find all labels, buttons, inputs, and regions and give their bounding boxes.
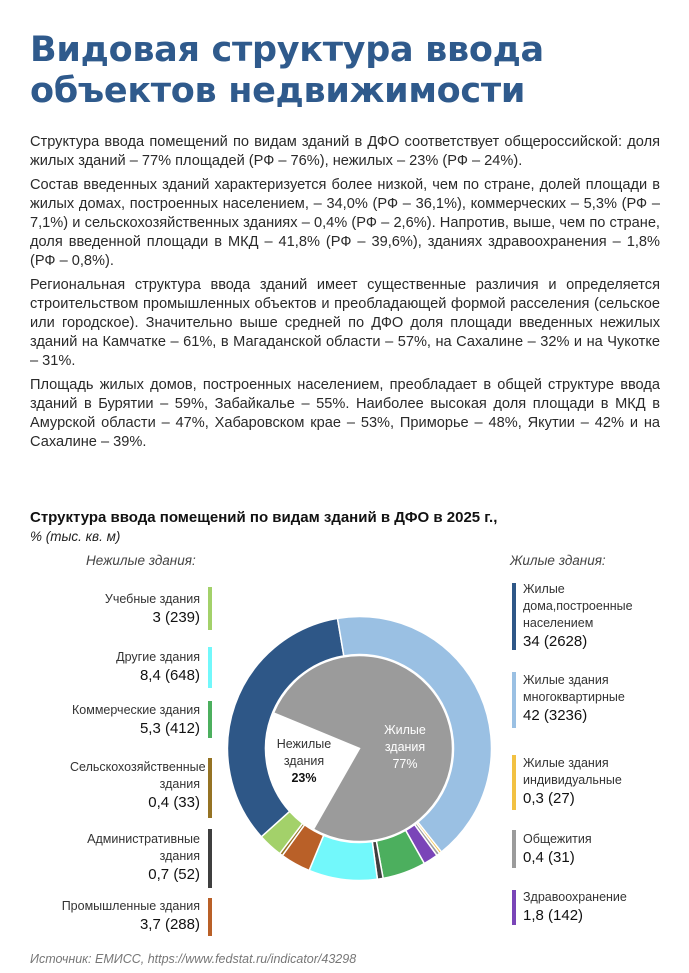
legend-swatch (512, 755, 516, 810)
legend-swatch (208, 647, 212, 688)
legend-item-commercial: Коммерческие здания 5,3 (412) (72, 703, 200, 737)
paragraph: Структура ввода помещений по видам зданий в ДФО соответствует общероссийской: доля жилых зданий – 77% площадей (РФ – 76%), нежилых – 23% (РФ – 24%). (30, 134, 660, 169)
legend-swatch (512, 830, 516, 868)
source-note: Источник: ЕМИСС, https://www.fedstat.ru/indicator/43298 (30, 952, 357, 966)
chart-title: Структура ввода помещений по видам зданий в ДФО в 2025 г., (30, 509, 498, 526)
legend-swatch (512, 890, 516, 925)
legend-item-industrial: Промышленные здания 3,7 (288) (61, 899, 200, 933)
title-line-1: Видовая структура ввода (30, 30, 544, 70)
paragraph: Региональная структура ввода зданий имеет существенные различия и определяется строительством промышленных объектов и преобладающей формой расселения (сельское или городское). Значительно выше средней по ДФО доля площади введенных нежилых зданий на Камчатке – 61%, в Магаданской области – 57%, на Сахалине – 32% и на Чукотке – 31%. (30, 277, 660, 369)
legend-swatch (208, 587, 212, 630)
title-line-2: объектов недвижимости (30, 71, 526, 111)
legend-item-dormitories: Общежития 0,4 (31) (523, 832, 592, 866)
legend-swatch (208, 898, 212, 936)
legend-swatch (208, 701, 212, 738)
legend-item-self-built-houses: Жилые дома,построенные населением 34 (2628) (523, 582, 633, 650)
paragraph: Площадь жилых домов, построенных населением, преобладает в общей структуре ввода зданий в Бурятии – 59%, Забайкалье – 55%. Наиболее высокая доля площади в МКД в Амурской области – 47%, Хабаровском крае – 53%, Приморье – 48%, Якутии – 42% и на Сахалине – 39%. (30, 377, 660, 450)
legend-item-healthcare: Здравоохранение 1,8 (142) (523, 890, 627, 924)
paragraph: Состав введенных зданий характеризуется более низкой, чем по стране, долей площади в жилых домах, построенных населением, – 34,0% (РФ – 36,1%), коммерческих – 5,3% (РФ – 7,1%) и сельскохозяйственных зданиях – 0,4% (РФ – 2,6%). Напротив, выше, чем по стране, доля введенной площади в МКД – 41,8% (РФ – 39,6%), зданиях здравоохранения – 1,8% (РФ – 0,8%). (30, 177, 660, 269)
legend-swatch (208, 829, 212, 888)
legend-swatch (208, 758, 212, 818)
legend-item-other: Другие здания 8,4 (648) (116, 650, 200, 684)
group-label-residential: Жилые здания: (510, 553, 606, 568)
inner-label-residential: Жилые здания 77% (384, 723, 426, 771)
legend-item-individual-houses: Жилые здания индивидуальные 0,3 (27) (523, 756, 622, 807)
legend-item-administrative: Административные здания 0,7 (52) (87, 832, 200, 883)
legend-item-apartment-buildings: Жилые здания многоквартирные 42 (3236) (523, 673, 625, 724)
legend-item-agricultural: Сельскохозяйственные здания 0,4 (33) (70, 760, 206, 811)
legend-item-educational: Учебные здания 3 (239) (104, 592, 200, 626)
inner-label-nonresidential: Нежилые здания 23% (276, 737, 332, 785)
legend-swatch (512, 583, 516, 650)
legend-swatch (512, 672, 516, 728)
group-label-nonresidential: Нежилые здания: (86, 553, 196, 568)
chart-subtitle: % (тыс. кв. м) (30, 529, 121, 544)
